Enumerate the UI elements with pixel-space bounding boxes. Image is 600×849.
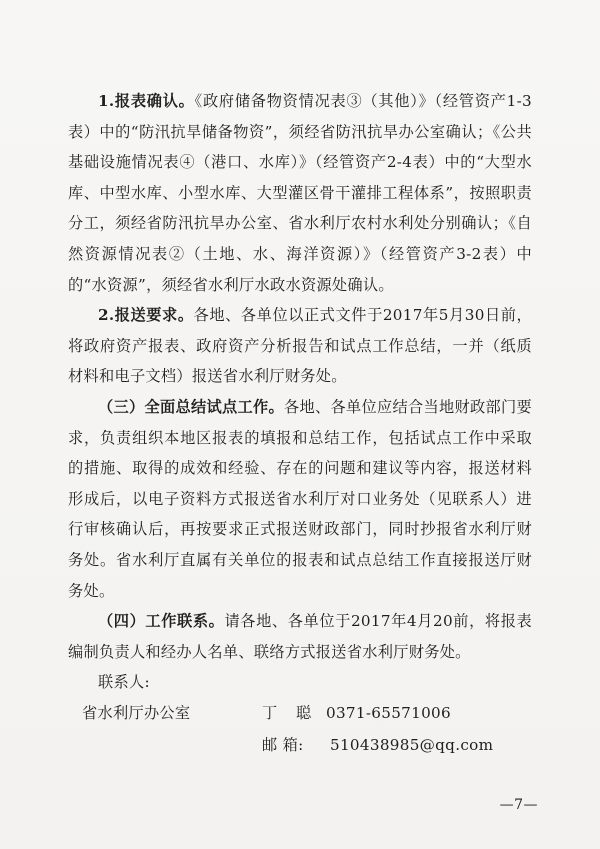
- contact-name-given: 聪: [296, 703, 312, 722]
- paragraph-work-contact: [68, 606, 532, 667]
- paragraph-text: 各地、各单位应结合当地财政部门要求，负责组织本地区报表的填报和总结工作，包括试点工作中采取的措施、取得的成效和经验、存在的问题和建议等内容，报送材料形成后，以电子资料方式报送省水利厅对口业务处（见联系人）进行审核确认后，再按要求正式报送财政部门，同时抄报省水利厅财务处。省水利厅直属有关单位的报表和试点总结工作直接报送厅财务处。: [68, 397, 532, 600]
- contact-email-label: 邮 箱:: [262, 735, 304, 754]
- contact-row-phone: [68, 698, 532, 730]
- paragraph-text: 各地、各单位以正式文件于2017年5月30日前，将政府资产报表、政府资产分析报告和试点工作总结，一并（纸质材料和电子文档）报送省水利厅财务处。: [68, 306, 532, 386]
- paragraph-lead: 1.报表确认。: [98, 92, 195, 110]
- contact-office: 省水利厅办公室: [82, 703, 191, 722]
- contact-label: 联系人:: [98, 673, 150, 692]
- paragraph-submission-requirements: [68, 300, 532, 392]
- paragraph-lead: （四）工作联系。: [98, 612, 225, 631]
- paragraph-lead: （三）全面总结试点工作。: [98, 397, 284, 416]
- contact-email: 510438985@qq.com: [330, 735, 494, 754]
- paragraph-lead: 2.报送要求。: [98, 306, 194, 325]
- contact-phone: 0371-65571006: [326, 703, 451, 722]
- paragraph-text: 《政府储备物资情况表③（其他）》（经管资产1-3表）中的“防汛抗旱储备物资”，须经省防汛抗旱办公室确认；《公共基础设施情况表④（港口、水库）》（经管资产2-4表）中的“大型水库、中型水库、小型水库、大型灌区骨干灌排工程体系”，按照职责分工，须经省防汛抗旱办公室、省水利厅农村水利处分别确认；《自然资源情况表②（土地、水、海洋资源）》（经管资产3-2表）中的“水资源”，须经省水利厅水政水资源处确认。: [68, 92, 532, 294]
- page-number: —7—: [499, 797, 538, 813]
- paragraph-report-confirmation: [68, 86, 532, 300]
- contact-row-email: [68, 730, 532, 762]
- document-body: [68, 86, 532, 762]
- contact-name-surname: 丁: [262, 703, 278, 722]
- paragraph-text: 请各地、各单位于2017年4月20前，将报表编制负责人和经办人名单、联络方式报送省水利厅财务处。: [68, 612, 532, 661]
- paragraph-summarize-pilot: [68, 392, 532, 606]
